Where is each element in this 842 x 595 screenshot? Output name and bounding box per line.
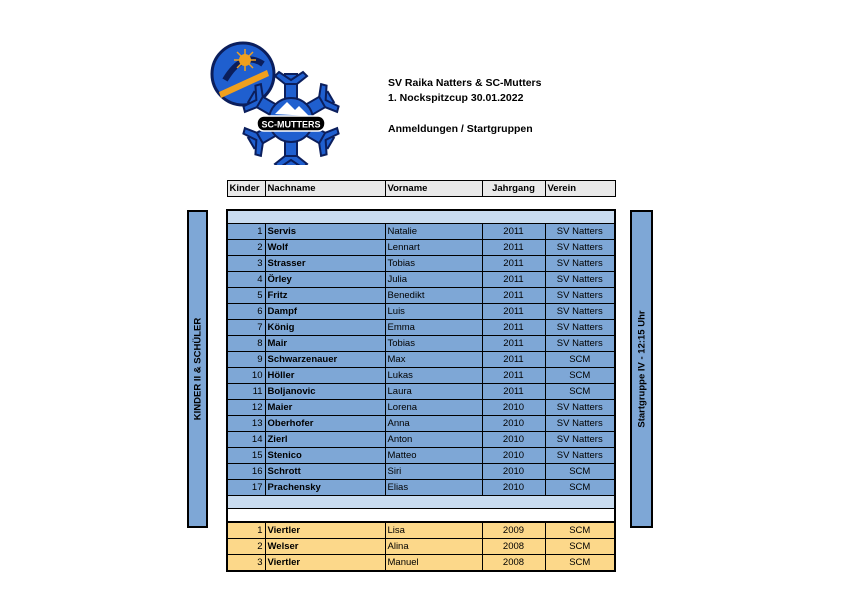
club: SCM (545, 352, 615, 368)
birth-year: 2011 (482, 384, 545, 400)
row-number: 3 (227, 256, 265, 272)
table-row (227, 256, 615, 272)
last-name: Welser (265, 539, 385, 555)
club-title: SV Raika Natters & SC-Mutters (388, 77, 542, 89)
event-title: 1. Nockspitzcup 30.01.2022 (388, 92, 524, 104)
club: SV Natters (545, 272, 615, 288)
table-row (227, 336, 615, 352)
table-row (227, 522, 615, 539)
row-number: 16 (227, 464, 265, 480)
table-row (227, 448, 615, 464)
first-name: Matteo (385, 448, 482, 464)
birth-year: 2010 (482, 480, 545, 496)
club: SV Natters (545, 240, 615, 256)
club: SV Natters (545, 224, 615, 240)
table-row (227, 432, 615, 448)
birth-year: 2011 (482, 288, 545, 304)
header-verein: Verein (545, 181, 615, 197)
birth-year: 2011 (482, 304, 545, 320)
club: SV Natters (545, 336, 615, 352)
club: SV Natters (545, 256, 615, 272)
table-row (227, 304, 615, 320)
last-name: Servis (265, 224, 385, 240)
table-row (227, 320, 615, 336)
last-name: Stenico (265, 448, 385, 464)
spacer-row (227, 210, 615, 224)
row-number: 7 (227, 320, 265, 336)
first-name: Julia (385, 272, 482, 288)
last-name: Oberhofer (265, 416, 385, 432)
birth-year: 2011 (482, 240, 545, 256)
club: SCM (545, 464, 615, 480)
spacer-row (227, 496, 615, 509)
row-number: 13 (227, 416, 265, 432)
first-name: Luis (385, 304, 482, 320)
spacer-row (227, 509, 615, 523)
table-row (227, 400, 615, 416)
row-number: 15 (227, 448, 265, 464)
club: SV Natters (545, 320, 615, 336)
first-name: Anton (385, 432, 482, 448)
birth-year: 2008 (482, 539, 545, 555)
birth-year: 2010 (482, 448, 545, 464)
club: SV Natters (545, 432, 615, 448)
club: SCM (545, 384, 615, 400)
header-vorname: Vorname (385, 181, 482, 197)
first-name: Manuel (385, 555, 482, 572)
birth-year: 2011 (482, 256, 545, 272)
first-name: Natalie (385, 224, 482, 240)
category-label-box (187, 210, 208, 528)
last-name: Viertler (265, 555, 385, 572)
table-header-row (227, 181, 615, 197)
kinder-group (227, 210, 615, 522)
category-label: KINDER II & SCHÜLER (192, 317, 203, 421)
row-number: 8 (227, 336, 265, 352)
club: SCM (545, 539, 615, 555)
header-nachname: Nachname (265, 181, 385, 197)
table-row (227, 352, 615, 368)
first-name: Lisa (385, 522, 482, 539)
first-name: Lukas (385, 368, 482, 384)
club: SCM (545, 368, 615, 384)
row-number: 2 (227, 539, 265, 555)
row-number: 2 (227, 240, 265, 256)
birth-year: 2011 (482, 352, 545, 368)
birth-year: 2011 (482, 224, 545, 240)
last-name: Schrott (265, 464, 385, 480)
first-name: Siri (385, 464, 482, 480)
row-number: 10 (227, 368, 265, 384)
club: SV Natters (545, 400, 615, 416)
row-number: 11 (227, 384, 265, 400)
schueler-group (227, 522, 615, 571)
table-row (227, 240, 615, 256)
last-name: Prachensky (265, 480, 385, 496)
birth-year: 2009 (482, 522, 545, 539)
birth-year: 2010 (482, 400, 545, 416)
header-kinder: Kinder (227, 181, 265, 197)
startgroup-label-box (630, 210, 653, 528)
row-number: 1 (227, 224, 265, 240)
row-number: 1 (227, 522, 265, 539)
spacer-row (227, 197, 615, 211)
first-name: Tobias (385, 336, 482, 352)
row-number: 14 (227, 432, 265, 448)
table-row (227, 368, 615, 384)
table-row (227, 555, 615, 572)
row-number: 17 (227, 480, 265, 496)
last-name: Strasser (265, 256, 385, 272)
birth-year: 2011 (482, 320, 545, 336)
first-name: Benedikt (385, 288, 482, 304)
table-row (227, 464, 615, 480)
club: SCM (545, 555, 615, 572)
table-row (227, 272, 615, 288)
last-name: Mair (265, 336, 385, 352)
row-number: 4 (227, 272, 265, 288)
club: SV Natters (545, 288, 615, 304)
first-name: Emma (385, 320, 482, 336)
row-number: 3 (227, 555, 265, 572)
club: SV Natters (545, 416, 615, 432)
last-name: Örley (265, 272, 385, 288)
last-name: Viertler (265, 522, 385, 539)
last-name: Dampf (265, 304, 385, 320)
club: SCM (545, 522, 615, 539)
last-name: Schwarzenauer (265, 352, 385, 368)
last-name: Maier (265, 400, 385, 416)
first-name: Lennart (385, 240, 482, 256)
table-row (227, 480, 615, 496)
table-row (227, 224, 615, 240)
event-header (388, 76, 541, 137)
first-name: Max (385, 352, 482, 368)
club: SCM (545, 480, 615, 496)
first-name: Lorena (385, 400, 482, 416)
row-number: 5 (227, 288, 265, 304)
header-jahrgang: Jahrgang (482, 181, 545, 197)
first-name: Elias (385, 480, 482, 496)
table-row (227, 416, 615, 432)
first-name: Tobias (385, 256, 482, 272)
last-name: König (265, 320, 385, 336)
sc-mutters-logo (205, 40, 340, 165)
row-number: 9 (227, 352, 265, 368)
roster-table (226, 180, 616, 572)
first-name: Anna (385, 416, 482, 432)
birth-year: 2011 (482, 368, 545, 384)
last-name: Zierl (265, 432, 385, 448)
birth-year: 2010 (482, 464, 545, 480)
table-row (227, 288, 615, 304)
logo-text: SC-MUTTERS (261, 119, 321, 130)
section-title: Anmeldungen / Startgruppen (388, 123, 533, 135)
last-name: Fritz (265, 288, 385, 304)
club: SV Natters (545, 304, 615, 320)
row-number: 6 (227, 304, 265, 320)
birth-year: 2010 (482, 432, 545, 448)
table-row (227, 539, 615, 555)
last-name: Boljanovic (265, 384, 385, 400)
table-row (227, 384, 615, 400)
row-number: 12 (227, 400, 265, 416)
birth-year: 2008 (482, 555, 545, 572)
birth-year: 2011 (482, 272, 545, 288)
birth-year: 2010 (482, 416, 545, 432)
last-name: Wolf (265, 240, 385, 256)
club: SV Natters (545, 448, 615, 464)
last-name: Höller (265, 368, 385, 384)
startgroup-label: Startgruppe IV - 12:15 Uhr (636, 310, 647, 428)
first-name: Laura (385, 384, 482, 400)
birth-year: 2011 (482, 336, 545, 352)
first-name: Alina (385, 539, 482, 555)
